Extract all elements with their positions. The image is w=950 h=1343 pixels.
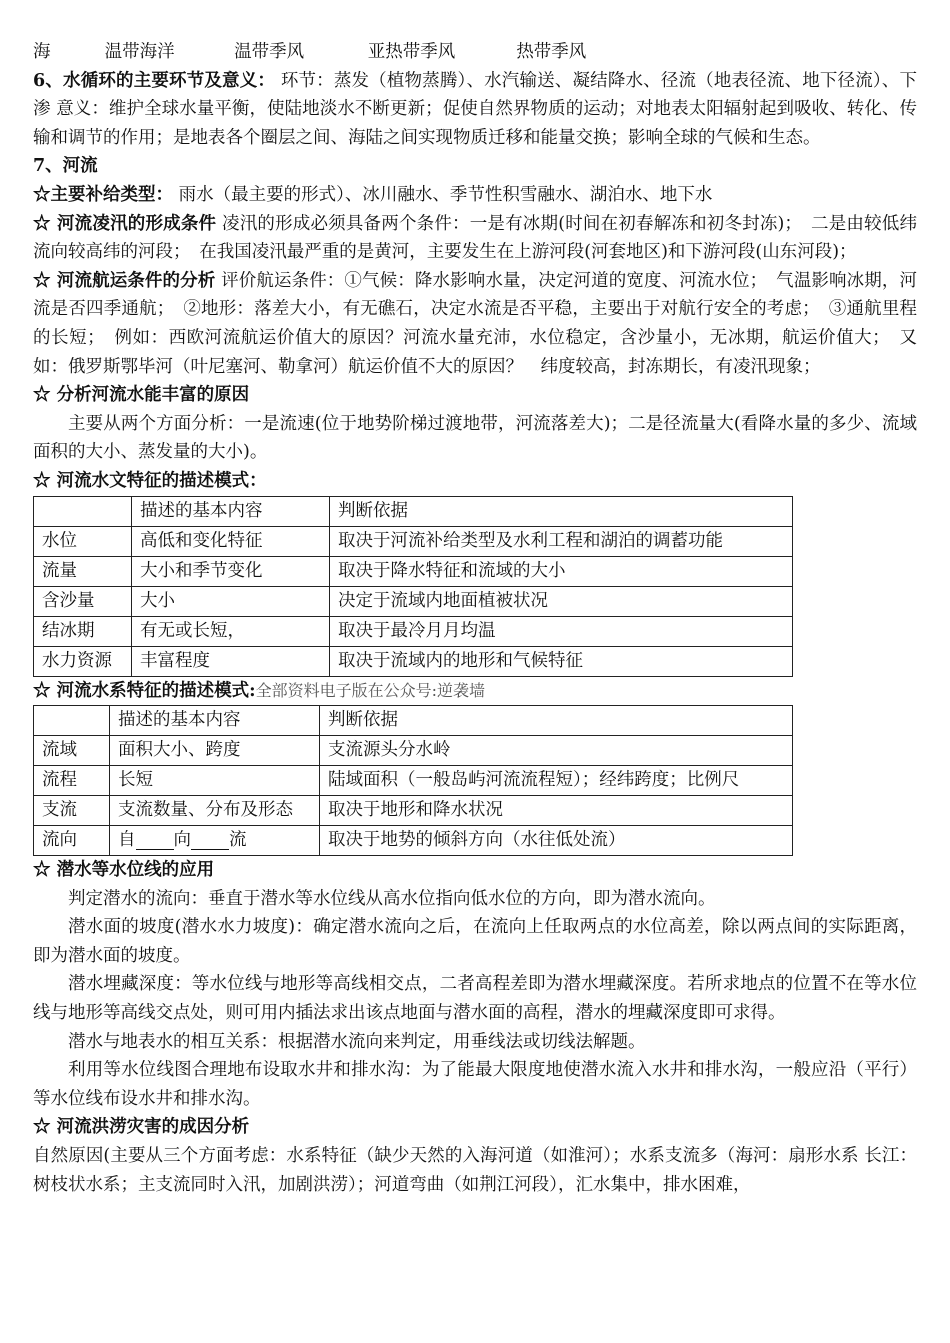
table-cell: 取决于河流补给类型及水利工程和湖泊的调蓄功能	[330, 526, 793, 556]
table-row	[34, 646, 793, 676]
table-cell: 判断依据	[330, 496, 793, 526]
table-row	[34, 586, 793, 616]
subsection-text: 凌汛的形成必须具备两个条件：一是有冰期(时间在初春解冻和初冬封冻)； 二是由较低纬流向较高纬的河段； 在我国凌汛最严重的是黄河，主要发生在上游河段(河套地区)和下游河段(山东河段)；	[33, 213, 917, 263]
climate-row	[33, 38, 917, 67]
table-row	[34, 616, 793, 646]
flow-text: 流	[229, 830, 247, 851]
table-row	[34, 526, 793, 556]
table-cell: 支流数量、分布及形态	[110, 796, 320, 826]
subsection-title-flood: ☆ 河流洪涝灾害的成因分析	[33, 1117, 250, 1138]
subsection-title-groundwater: ☆ 潜水等水位线的应用	[33, 860, 215, 881]
section-rivers-title: 7、河流	[33, 156, 98, 177]
section-title: 6、水循环的主要环节及意义：	[33, 70, 276, 91]
table-header-row	[34, 706, 793, 736]
paragraph: 潜水埋藏深度：等水位线与地形等高线相交点，二者高程差即为潜水埋藏深度。若所求地点的位置不在等水位线与地形等高线交点处，则可用内插法求出该点地面与潜水面的高程，潜水的埋藏深度即可求得。	[33, 974, 917, 1024]
system-table-title: ☆ 河流水系特征的描述模式:	[33, 680, 256, 701]
hydro-table	[33, 496, 793, 677]
subsection-text: 评价航运条件：①气候：降水影响水量，决定河道的宽度、河流水位； 气温影响冰期，河流是否四季通航； ②地形：落差大小，有无礁石，决定水流是否平稳，主要出于对航行安全的考虑； ③通航里程的长短； 例如：西欧河流航运价值大的原因？河流水量充沛，水位稳定，含沙量小，无冰期，航运价值大； 又如：俄罗斯鄂毕河（叶尼塞河、勒拿河）航运价值不大的原因？ 纬度较高，封冻期长，有凌汛现象；	[33, 270, 917, 377]
table-cell: 有无或长短，	[132, 616, 330, 646]
paragraph: 判定潜水的流向：垂直于潜水等水位线从高水位指向低水位的方向，即为潜水流向。	[68, 888, 716, 909]
table-cell: 含沙量	[34, 586, 132, 616]
table-cell: 高低和变化特征	[132, 526, 330, 556]
table-cell: 流程	[34, 766, 110, 796]
table-cell: 面积大小、跨度	[110, 736, 320, 766]
table-cell: 长短	[110, 766, 320, 796]
watermark-note: 全部资料电子版在公众号:逆袭墙	[255, 680, 485, 700]
table-cell: 判断依据	[320, 706, 793, 736]
table-cell	[34, 706, 110, 736]
section-water-cycle	[33, 67, 917, 153]
table-cell: 支流源头分水岭	[320, 736, 793, 766]
climate-item: 海	[33, 42, 51, 62]
table-cell: 大小和季节变化	[132, 556, 330, 586]
subsection-title: ☆ 河流航运条件的分析	[33, 270, 216, 291]
subsection-text-energy: 主要从两个方面分析：一是流速(位于地势阶梯过渡地带，河流落差大)；二是径流量大(看降水量的多少、流域面积的大小、蒸发量的大小)。	[33, 413, 917, 463]
paragraph: 潜水与地表水的相互关系：根据潜水流向来判定，用垂线法或切线法解题。	[68, 1031, 646, 1052]
fill-blank	[191, 831, 229, 850]
hydro-table-title: ☆ 河流水文特征的描述模式：	[33, 470, 267, 491]
section-navigation	[33, 267, 917, 381]
section-text: 环节：蒸发（植物蒸腾）、水汽输送、凝结降水、径流（地表径流、地下径流）、下渗 意义：维护全球水量平衡，使陆地淡水不断更新；促使自然界物质的运动；对地表太阳辐射起到吸收、转化、传输和调节的作用；是地表各个圈层之间、海陆之间实现物质迁移和能量交换；影响全球的气候和生态。	[33, 70, 917, 148]
table-row	[34, 736, 793, 766]
system-table	[33, 705, 793, 856]
table-row	[34, 796, 793, 826]
section-supply	[33, 181, 917, 210]
table-cell: 流向	[34, 826, 110, 856]
table-cell: 结冰期	[34, 616, 132, 646]
table-cell: 描述的基本内容	[132, 496, 330, 526]
climate-item: 热带季风	[516, 42, 587, 62]
flow-text: 自	[118, 830, 136, 851]
table-cell: 陆域面积（一般岛屿河流流程短）；经纬跨度；比例尺	[320, 766, 793, 796]
table-cell: 取决于地势的倾斜方向（水往低处流）	[320, 826, 793, 856]
table-cell	[34, 496, 132, 526]
table-cell: 流域	[34, 736, 110, 766]
system-table-title-row	[33, 677, 917, 706]
document-page	[33, 38, 917, 1199]
section-ice-flood	[33, 210, 917, 267]
table-row	[34, 826, 793, 856]
table-cell: 水力资源	[34, 646, 132, 676]
table-cell: 取决于最冷月月均温	[330, 616, 793, 646]
table-cell: 支流	[34, 796, 110, 826]
subsection-title: ☆主要补给类型：	[33, 184, 173, 205]
flow-text: 向	[173, 830, 191, 851]
table-cell-flow-direction	[110, 826, 320, 856]
table-cell: 取决于地形和降水状况	[320, 796, 793, 826]
table-cell: 流量	[34, 556, 132, 586]
paragraph: 自然原因(主要从三个方面考虑：水系特征（缺少天然的入海河道（如淮河）；水系支流多（海河：扇形水系 长江：树枝状水系；主支流同时入汛，加剧洪涝）；河道弯曲（如荆江河段），汇水集中，排水困难，	[33, 1146, 917, 1195]
climate-item: 亚热带季风	[367, 42, 456, 62]
table-cell: 取决于降水特征和流域的大小	[330, 556, 793, 586]
table-row	[34, 766, 793, 796]
table-cell: 大小	[132, 586, 330, 616]
subsection-text: 雨水（最主要的形式）、冰川融水、季节性积雪融水、湖泊水、地下水	[178, 184, 713, 205]
paragraph: 潜水面的坡度(潜水水力坡度)：确定潜水流向之后，在流向上任取两点的水位高差，除以两点间的实际距离，即为潜水面的坡度。	[33, 917, 917, 966]
table-cell: 决定于流域内地面植被状况	[330, 586, 793, 616]
table-row	[34, 556, 793, 586]
climate-item: 温带海洋	[104, 42, 175, 62]
table-cell: 取决于流域内的地形和气候特征	[330, 646, 793, 676]
table-cell: 水位	[34, 526, 132, 556]
table-header-row	[34, 496, 793, 526]
subsection-title-energy: ☆ 分析河流水能丰富的原因	[33, 385, 250, 406]
table-cell: 丰富程度	[132, 646, 330, 676]
fill-blank	[136, 831, 174, 850]
subsection-title: ☆ 河流凌汛的形成条件	[33, 213, 217, 234]
climate-item: 温带季风	[234, 42, 305, 62]
table-cell: 描述的基本内容	[110, 706, 320, 736]
paragraph: 利用等水位线图合理地布设取水井和排水沟：为了能最大限度地使潜水流入水井和排水沟，一般应沿（平行）等水位线布设水井和排水沟。	[33, 1060, 917, 1109]
